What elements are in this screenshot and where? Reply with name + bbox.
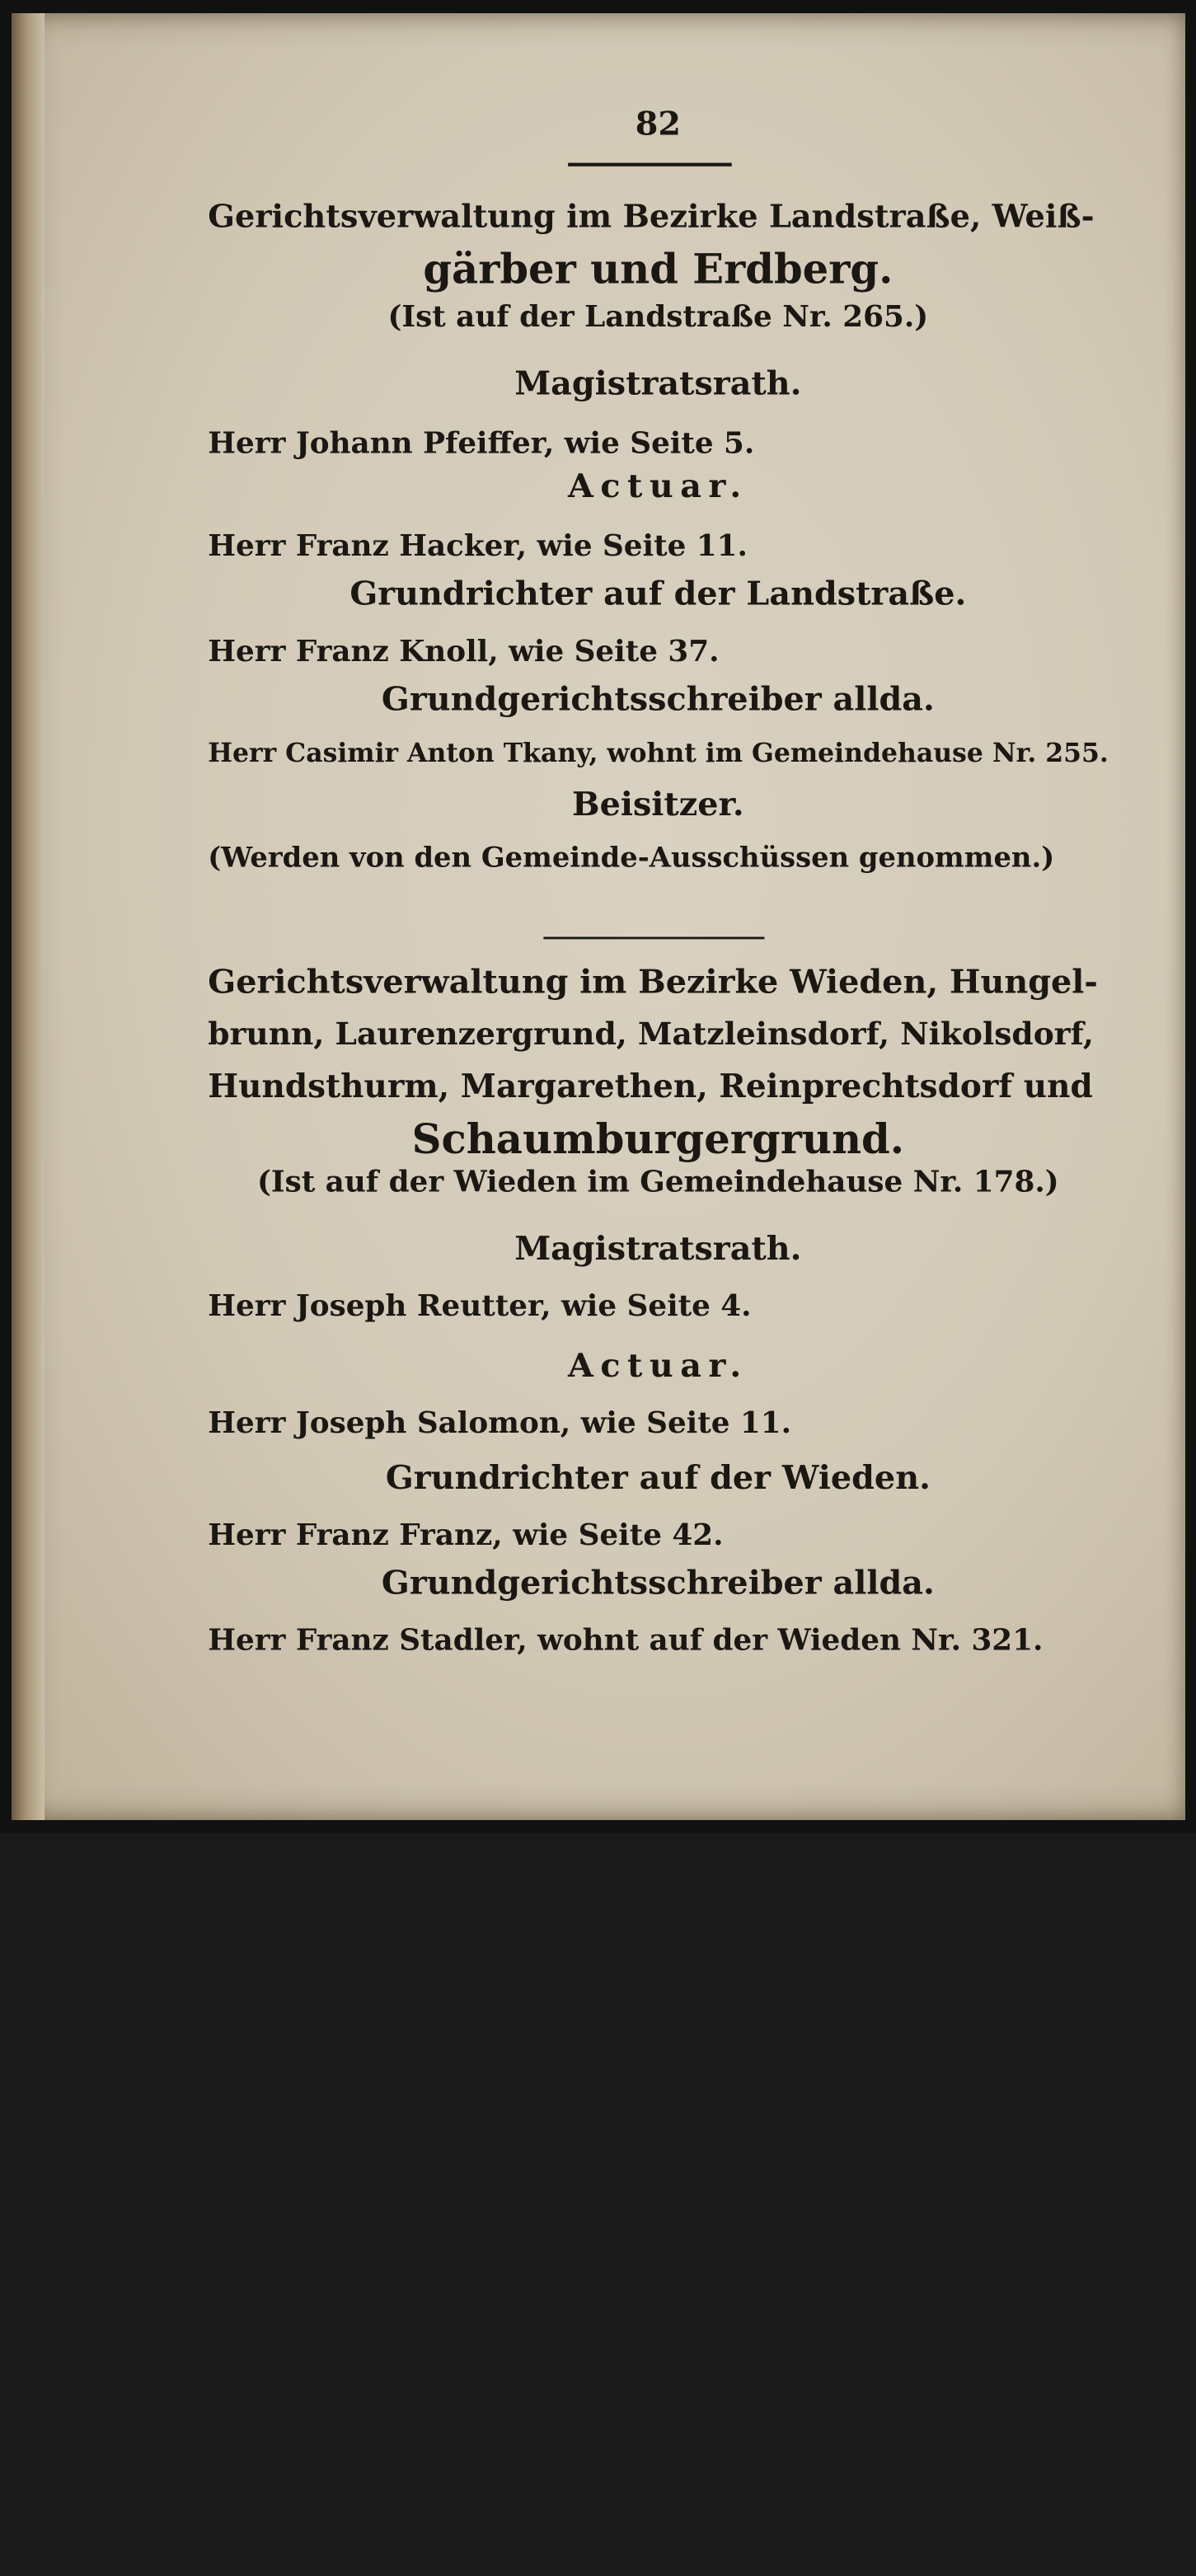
person-entry: Herr Joseph Salomon, wie Seite 11. xyxy=(208,1404,792,1440)
office-title: Grundgerichtsschreiber allda. xyxy=(381,1563,935,1602)
person-entry: Herr Franz Stadler, wohnt auf der Wieden Nr. 321. xyxy=(208,1621,1044,1658)
office-title: Grundrichter auf der Landstraße. xyxy=(349,574,967,613)
office-title: Magistratsrath. xyxy=(514,1229,802,1268)
office-title: Beisitzer. xyxy=(572,785,744,823)
heading-line: Hundsthurm, Margarethen, Reinprechtsdorf und xyxy=(208,1067,1093,1105)
section-heading-1 xyxy=(208,191,1108,297)
text-block xyxy=(12,13,1196,2576)
page-number-rule xyxy=(568,163,732,167)
heading-line: gärber und Erdberg. xyxy=(423,246,893,294)
book-spine-shadow xyxy=(12,13,45,1820)
person-entry: Herr Johann Pfeiffer, wie Seite 5. xyxy=(208,425,755,460)
office-title: Grundgerichtsschreiber allda. xyxy=(381,679,935,719)
heading-line: brunn, Laurenzergrund, Matzleinsdorf, Nikolsdorf, xyxy=(208,1016,1095,1053)
paper-page xyxy=(12,13,1185,1820)
office-title: Actuar. xyxy=(568,467,748,506)
office-title: Magistratsrath. xyxy=(514,364,802,403)
court-location: (Ist auf der Landstraße Nr. 265.) xyxy=(387,298,929,334)
person-entry: Herr Joseph Reutter, wie Seite 4. xyxy=(208,1288,752,1323)
person-entry: Herr Casimir Anton Tkany, wohnt im Gemeindehause Nr. 255. xyxy=(208,738,1109,769)
person-entry: Herr Franz Hacker, wie Seite 11. xyxy=(208,528,748,563)
note-entry: (Werden von den Gemeinde-Ausschüssen genommen.) xyxy=(208,841,1055,874)
section-heading-2 xyxy=(208,955,1108,1166)
person-entry: Herr Franz Knoll, wie Seite 37. xyxy=(208,632,720,669)
section-divider xyxy=(543,937,764,940)
court-location: (Ist auf der Wieden im Gemeindehause Nr. 178.) xyxy=(257,1163,1059,1199)
office-title: Grundrichter auf der Wieden. xyxy=(385,1458,931,1497)
person-entry: Herr Franz Franz, wie Seite 42. xyxy=(208,1517,724,1552)
heading-line: Schaumburgergrund. xyxy=(411,1115,905,1164)
office-title: Actuar. xyxy=(568,1345,748,1385)
heading-line: Gerichtsverwaltung im Bezirke Landstraße, Weiß- xyxy=(208,199,1095,236)
heading-line: Gerichtsverwaltung im Bezirke Wieden, Hungel- xyxy=(208,962,1098,1002)
page-number: 82 xyxy=(635,104,681,143)
